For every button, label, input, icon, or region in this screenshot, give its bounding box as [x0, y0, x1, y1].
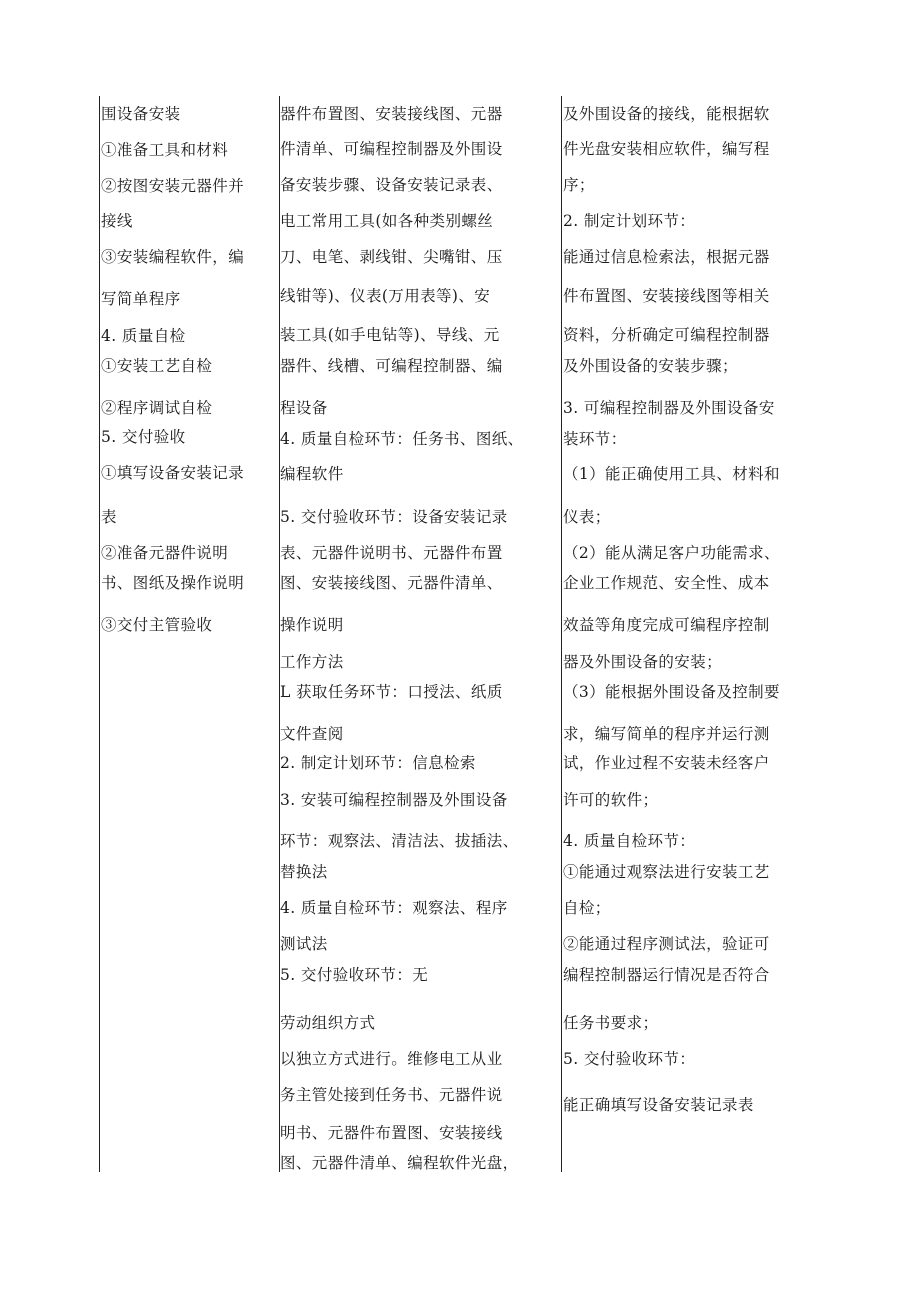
text-line: ①填写设备安装记录 — [101, 464, 245, 482]
text-line: 图、元器件清单、编程软件光盘， — [280, 1154, 519, 1172]
text-line: ②准备元器件说明 — [101, 544, 229, 562]
table-border-divider-2 — [561, 96, 562, 1172]
text-line: 5. 交付验收 — [101, 428, 186, 446]
text-line: 件布置图、安装接线图等相关 — [563, 287, 770, 305]
text-line: 及外围设备的接线，能根据软 — [563, 105, 770, 123]
text-line: 仪表； — [563, 508, 611, 526]
table-border-left — [99, 96, 100, 1172]
text-line: 能正确填写设备安装记录表 — [563, 1096, 754, 1114]
text-line: 及外围设备的安装步骤； — [563, 357, 738, 375]
text-line: ①安装工艺自检 — [101, 357, 213, 375]
text-line: 器及外围设备的安装； — [563, 653, 723, 671]
text-line: 5. 交付验收环节：设备安装记录 — [280, 508, 508, 526]
text-line: ③交付主管验收 — [101, 616, 213, 634]
text-line: 编程软件 — [280, 465, 344, 483]
text-line: 替换法 — [280, 863, 328, 881]
text-line: 劳动组织方式 — [280, 1014, 376, 1032]
text-line: 2. 制定计划环节：信息检索 — [280, 754, 476, 772]
text-line: 3. 可编程控制器及外围设备安 — [563, 399, 775, 417]
content-table — [99, 96, 799, 1172]
text-line: 2. 制定计划环节： — [563, 212, 696, 230]
text-line: 序； — [563, 176, 595, 194]
text-line: 器件、线槽、可编程控制器、编 — [280, 357, 503, 375]
text-line: 务主管处接到任务书、元器件说 — [280, 1086, 503, 1104]
text-line: 工作方法 — [280, 653, 344, 671]
text-line: 5. 交付验收环节：无 — [280, 966, 429, 984]
text-line: 程设备 — [280, 399, 328, 417]
text-line: 以独立方式进行。维修电工从业 — [280, 1050, 503, 1068]
text-line: ②程序调试自检 — [101, 399, 213, 417]
text-line: 4. 质量自检环节：观察法、程序 — [280, 899, 508, 917]
text-line: 任务书要求； — [563, 1014, 659, 1032]
text-line: 线钳等)、仪表(万用表等)、安 — [280, 287, 491, 305]
text-line: 器件布置图、安装接线图、元器 — [280, 105, 503, 123]
text-line: 试，作业过程不安装未经客户 — [563, 754, 770, 772]
text-line: L 获取任务环节：口授法、纸质 — [280, 683, 503, 701]
text-line: ③安装编程软件，编 — [101, 248, 245, 266]
text-line: 刀、电笔、剥线钳、尖嘴钳、压 — [280, 248, 503, 266]
text-line: （3）能根据外围设备及控制要 — [563, 683, 780, 701]
text-line: 4. 质量自检环节： — [563, 832, 696, 850]
text-line: 许可的软件； — [563, 791, 659, 809]
text-line: 电工常用工具(如各种类别螺丝 — [280, 212, 494, 230]
text-line: 装环节： — [563, 430, 627, 448]
text-line: 围设备安装 — [101, 105, 181, 123]
text-line: 文件查阅 — [280, 725, 344, 743]
text-line: 4. 质量自检 — [101, 327, 186, 345]
text-line: ①准备工具和材料 — [101, 141, 229, 159]
text-line: 企业工作规范、安全性、成本 — [563, 574, 770, 592]
text-line: 装工具(如手电钻等)、导线、元 — [280, 326, 500, 344]
text-line: 4. 质量自检环节：任务书、图纸、 — [280, 430, 524, 448]
text-line: 写简单程序 — [101, 290, 181, 308]
text-line: 效益等角度完成可编程序控制 — [563, 616, 770, 634]
text-line: 求，编写简单的程序并运行测 — [563, 725, 770, 743]
text-line: 自检； — [563, 899, 611, 917]
text-line: 5. 交付验收环节： — [563, 1050, 696, 1068]
text-line: 件光盘安装相应软件，编写程 — [563, 140, 770, 158]
text-line: （2）能从满足客户功能需求、 — [563, 544, 780, 562]
text-line: 书、图纸及操作说明 — [101, 574, 245, 592]
text-line: ②按图安装元器件并 — [101, 177, 245, 195]
text-line: 件清单、可编程控制器及外围设 — [280, 140, 503, 158]
text-line: 表 — [101, 508, 117, 526]
text-line: 资料，分析确定可编程控制器 — [563, 326, 770, 344]
text-line: 备安装步骤、设备安装记录表、 — [280, 176, 503, 194]
text-line: 编程控制器运行情况是否符合 — [563, 966, 770, 984]
text-line: ②能通过程序测试法，验证可 — [563, 935, 770, 953]
text-line: 表、元器件说明书、元器件布置 — [280, 544, 503, 562]
text-line: 测试法 — [280, 935, 328, 953]
text-line: （1）能正确使用工具、材料和 — [563, 465, 780, 483]
text-line: 3. 安装可编程控制器及外围设备 — [280, 791, 508, 809]
text-line: 能通过信息检索法，根据元器 — [563, 248, 770, 266]
text-line: 操作说明 — [280, 616, 344, 634]
text-line: 图、安装接线图、元器件清单、 — [280, 574, 503, 592]
text-line: 环节：观察法、清洁法、拔插法、 — [280, 832, 519, 850]
text-line: 接线 — [101, 212, 133, 230]
text-line: 明书、元器件布置图、安装接线 — [280, 1124, 503, 1142]
text-line: ①能通过观察法进行安装工艺 — [563, 863, 770, 881]
